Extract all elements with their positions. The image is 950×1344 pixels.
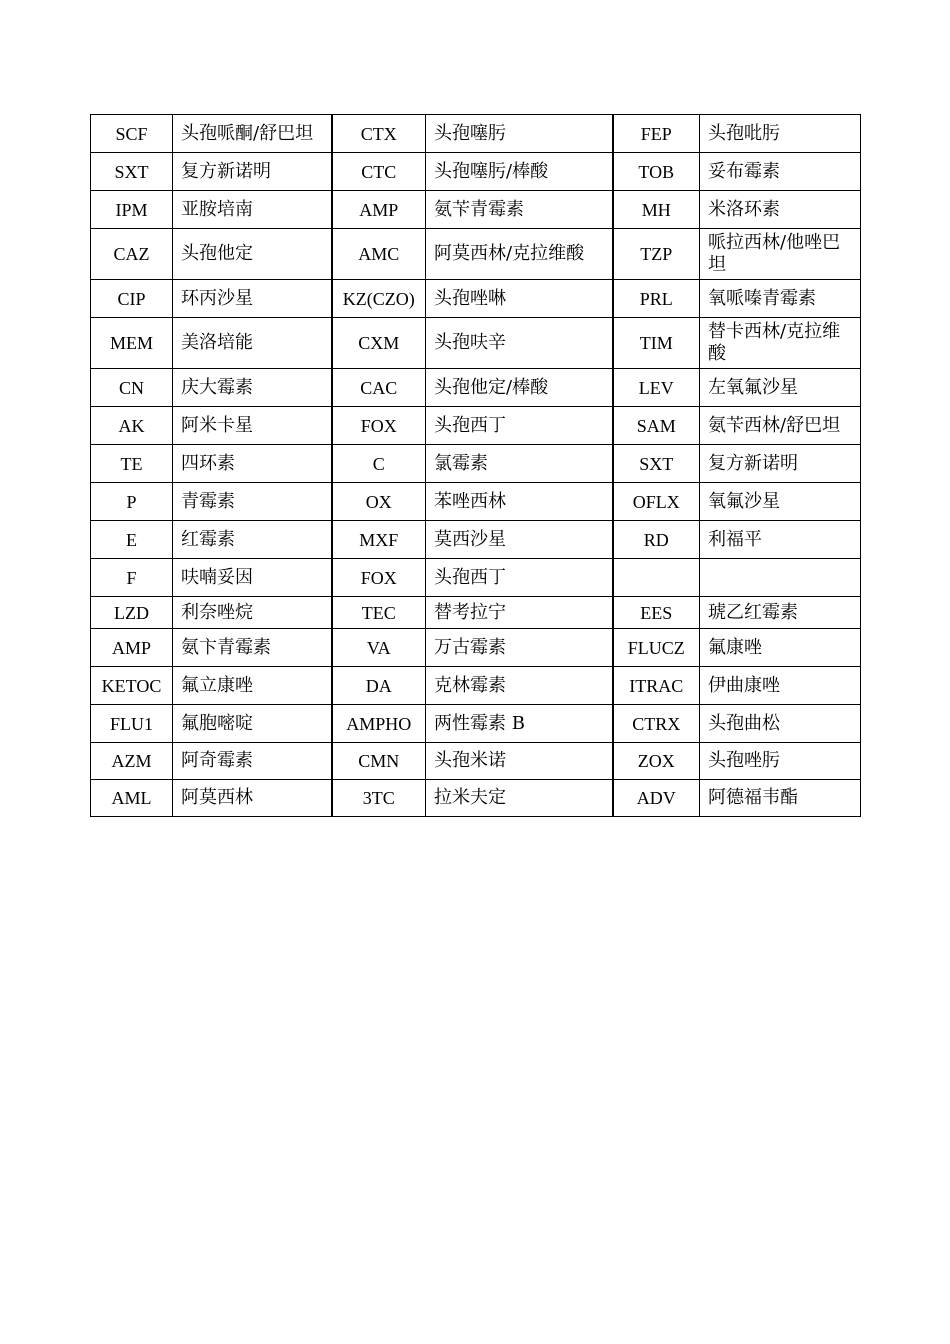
- drug-name-cell: 妥布霉素: [700, 153, 861, 191]
- drug-name-cell: 两性霉素 B: [426, 705, 613, 743]
- table-row: [91, 743, 861, 780]
- drug-name-cell: 环丙沙星: [173, 280, 332, 318]
- drug-name-cell: 阿奇霉素: [173, 743, 332, 780]
- drug-name-cell: 利奈唑烷: [173, 597, 332, 629]
- drug-name-cell: 氯霉素: [426, 445, 613, 483]
- drug-name-cell: 氧氟沙星: [700, 483, 861, 521]
- drug-name-cell: 阿莫西林/克拉维酸: [426, 229, 613, 280]
- drug-name-cell: 庆大霉素: [173, 369, 332, 407]
- drug-name-cell: 头孢吡肟: [700, 115, 861, 153]
- drug-name-cell: 氨卞青霉素: [173, 629, 332, 667]
- drug-name-cell: 哌拉西林/他唑巴坦: [700, 229, 861, 280]
- drug-name-cell: 头孢曲松: [700, 705, 861, 743]
- abbreviation-cell: SAM: [613, 407, 700, 445]
- drug-name-cell: 复方新诺明: [700, 445, 861, 483]
- abbreviation-cell: KZ(CZO): [332, 280, 426, 318]
- drug-name-cell: 苯唑西林: [426, 483, 613, 521]
- abbreviation-cell: [613, 559, 700, 597]
- drug-name-cell: 万古霉素: [426, 629, 613, 667]
- drug-name-cell: 头孢他定: [173, 229, 332, 280]
- abbreviation-cell: KETOC: [91, 667, 173, 705]
- drug-name-cell: 氟胞嘧啶: [173, 705, 332, 743]
- abbreviation-cell: SXT: [91, 153, 173, 191]
- abbreviation-cell: ZOX: [613, 743, 700, 780]
- abbreviation-cell: MXF: [332, 521, 426, 559]
- abbreviation-cell: LZD: [91, 597, 173, 629]
- drug-name-cell: 替考拉宁: [426, 597, 613, 629]
- drug-name-cell: 氟立康唑: [173, 667, 332, 705]
- abbreviation-cell: FLUCZ: [613, 629, 700, 667]
- table-row: [91, 280, 861, 318]
- abbreviation-cell: ADV: [613, 780, 700, 817]
- table-row: [91, 780, 861, 817]
- abbreviation-cell: SXT: [613, 445, 700, 483]
- abbreviation-cell: IPM: [91, 191, 173, 229]
- abbreviation-cell: CMN: [332, 743, 426, 780]
- table-row: [91, 629, 861, 667]
- drug-name-cell: 氨苄西林/舒巴坦: [700, 407, 861, 445]
- abbreviation-cell: CAC: [332, 369, 426, 407]
- drug-name-cell: 头孢噻肟: [426, 115, 613, 153]
- drug-name-cell: 阿米卡星: [173, 407, 332, 445]
- table-row: [91, 229, 861, 280]
- drug-name-cell: [700, 559, 861, 597]
- drug-name-cell: 头孢西丁: [426, 407, 613, 445]
- drug-name-cell: 氟康唑: [700, 629, 861, 667]
- abbreviation-cell: FOX: [332, 559, 426, 597]
- drug-name-cell: 氧哌嗪青霉素: [700, 280, 861, 318]
- table-row: [91, 318, 861, 369]
- table-row: [91, 115, 861, 153]
- drug-name-cell: 莫西沙星: [426, 521, 613, 559]
- drug-abbreviation-table: [90, 114, 861, 817]
- abbreviation-cell: PRL: [613, 280, 700, 318]
- abbreviation-cell: AMPHO: [332, 705, 426, 743]
- abbreviation-cell: CTX: [332, 115, 426, 153]
- drug-name-cell: 头孢他定/棒酸: [426, 369, 613, 407]
- table-row: [91, 445, 861, 483]
- drug-name-cell: 伊曲康唑: [700, 667, 861, 705]
- abbreviation-cell: AK: [91, 407, 173, 445]
- abbreviation-cell: FLU1: [91, 705, 173, 743]
- abbreviation-cell: OX: [332, 483, 426, 521]
- drug-name-cell: 替卡西林/克拉维酸: [700, 318, 861, 369]
- abbreviation-cell: FEP: [613, 115, 700, 153]
- abbreviation-cell: E: [91, 521, 173, 559]
- drug-name-cell: 青霉素: [173, 483, 332, 521]
- abbreviation-cell: AMC: [332, 229, 426, 280]
- drug-name-cell: 红霉素: [173, 521, 332, 559]
- abbreviation-cell: AML: [91, 780, 173, 817]
- drug-name-cell: 琥乙红霉素: [700, 597, 861, 629]
- abbreviation-cell: TE: [91, 445, 173, 483]
- abbreviation-cell: OFLX: [613, 483, 700, 521]
- table-row: [91, 191, 861, 229]
- abbreviation-cell: VA: [332, 629, 426, 667]
- drug-name-cell: 亚胺培南: [173, 191, 332, 229]
- drug-name-cell: 左氧氟沙星: [700, 369, 861, 407]
- table-row: [91, 667, 861, 705]
- abbreviation-cell: CN: [91, 369, 173, 407]
- abbreviation-cell: MEM: [91, 318, 173, 369]
- table-row: [91, 521, 861, 559]
- abbreviation-cell: EES: [613, 597, 700, 629]
- abbreviation-cell: CTRX: [613, 705, 700, 743]
- table-row: [91, 483, 861, 521]
- drug-name-cell: 米洛环素: [700, 191, 861, 229]
- abbreviation-cell: DA: [332, 667, 426, 705]
- drug-name-cell: 美洛培能: [173, 318, 332, 369]
- drug-name-cell: 头孢米诺: [426, 743, 613, 780]
- drug-name-cell: 氨苄青霉素: [426, 191, 613, 229]
- abbreviation-cell: 3TC: [332, 780, 426, 817]
- drug-name-cell: 头孢唑啉: [426, 280, 613, 318]
- abbreviation-cell: TOB: [613, 153, 700, 191]
- abbreviation-cell: CTC: [332, 153, 426, 191]
- abbreviation-cell: CAZ: [91, 229, 173, 280]
- abbreviation-cell: RD: [613, 521, 700, 559]
- drug-name-cell: 呋喃妥因: [173, 559, 332, 597]
- abbreviation-cell: AZM: [91, 743, 173, 780]
- table-row: [91, 597, 861, 629]
- table-row: [91, 559, 861, 597]
- drug-name-cell: 头孢噻肟/棒酸: [426, 153, 613, 191]
- abbreviation-cell: FOX: [332, 407, 426, 445]
- drug-name-cell: 阿德福韦酯: [700, 780, 861, 817]
- abbreviation-cell: AMP: [332, 191, 426, 229]
- drug-name-cell: 四环素: [173, 445, 332, 483]
- abbreviation-cell: P: [91, 483, 173, 521]
- table-row: [91, 153, 861, 191]
- drug-name-cell: 拉米夫定: [426, 780, 613, 817]
- abbreviation-cell: SCF: [91, 115, 173, 153]
- abbreviation-cell: CIP: [91, 280, 173, 318]
- table-row: [91, 407, 861, 445]
- drug-name-cell: 头孢哌酮/舒巴坦: [173, 115, 332, 153]
- abbreviation-cell: AMP: [91, 629, 173, 667]
- drug-name-cell: 复方新诺明: [173, 153, 332, 191]
- abbreviation-cell: LEV: [613, 369, 700, 407]
- abbreviation-cell: F: [91, 559, 173, 597]
- table-row: [91, 705, 861, 743]
- abbreviation-cell: TEC: [332, 597, 426, 629]
- table-body: [91, 115, 861, 817]
- drug-name-cell: 头孢西丁: [426, 559, 613, 597]
- abbreviation-cell: TZP: [613, 229, 700, 280]
- drug-name-cell: 阿莫西林: [173, 780, 332, 817]
- abbreviation-cell: CXM: [332, 318, 426, 369]
- abbreviation-cell: ITRAC: [613, 667, 700, 705]
- drug-name-cell: 利福平: [700, 521, 861, 559]
- drug-name-cell: 头孢唑肟: [700, 743, 861, 780]
- table-row: [91, 369, 861, 407]
- abbreviation-cell: MH: [613, 191, 700, 229]
- drug-name-cell: 克林霉素: [426, 667, 613, 705]
- drug-name-cell: 头孢呋辛: [426, 318, 613, 369]
- abbreviation-cell: C: [332, 445, 426, 483]
- abbreviation-cell: TIM: [613, 318, 700, 369]
